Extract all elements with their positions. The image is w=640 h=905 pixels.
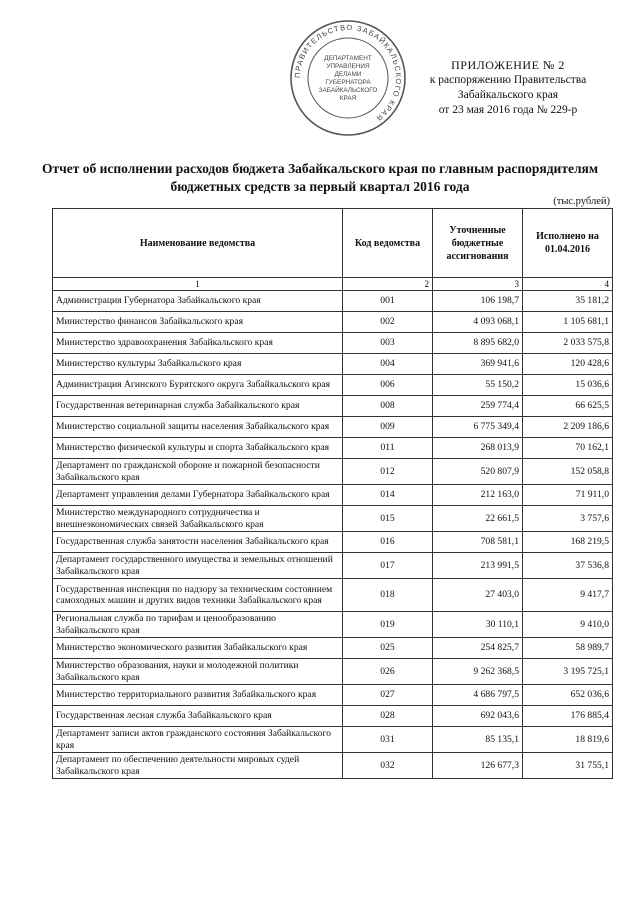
- assigned-amount-cell: 520 807,9: [433, 459, 523, 485]
- executed-amount-cell: 2 033 575,8: [523, 333, 613, 354]
- header-assigned: Уточненные бюджетные ассигнования: [433, 209, 523, 278]
- agency-name-cell: Министерство здравоохранения Забайкальского края: [53, 333, 343, 354]
- agency-name-cell: Департамент записи актов гражданского состояния Забайкальского края: [53, 727, 343, 753]
- table-row: [53, 459, 613, 485]
- agency-code-cell: 006: [343, 375, 433, 396]
- agency-name-cell: Государственная ветеринарная служба Забайкальского края: [53, 396, 343, 417]
- executed-amount-cell: 120 428,6: [523, 354, 613, 375]
- document-title: [30, 160, 610, 196]
- agency-code-cell: 025: [343, 638, 433, 659]
- executed-amount-cell: 58 989,7: [523, 638, 613, 659]
- executed-amount-cell: 31 755,1: [523, 753, 613, 779]
- agency-name-cell: Региональная служба по тарифам и ценообразованию Забайкальского края: [53, 612, 343, 638]
- appendix-line-date: от 23 мая 2016 года № 229-р: [438, 104, 578, 116]
- executed-amount-cell: 176 885,4: [523, 706, 613, 727]
- agency-code-cell: 011: [343, 438, 433, 459]
- assigned-amount-cell: 30 110,1: [433, 612, 523, 638]
- table-row: [53, 553, 613, 579]
- executed-amount-cell: 9 417,7: [523, 579, 613, 612]
- table-body: [53, 291, 613, 779]
- appendix-line-order: к распоряжению Правительства: [429, 74, 587, 86]
- table-row: [53, 579, 613, 612]
- table-row: [53, 727, 613, 753]
- stamp-center-line: УПРАВЛЕНИЯ: [326, 63, 370, 70]
- agency-name-cell: Департамент управления делами Губернатора Забайкальского края: [53, 485, 343, 506]
- agency-name-cell: Государственная инспекция по надзору за техническим состоянием самоходных машин и других видов техники Забайкальского края: [53, 579, 343, 612]
- stamp-seal-graphic: [288, 18, 408, 138]
- stamp-center-line: ЗАБАЙКАЛЬСКОГО: [318, 87, 378, 94]
- agency-code-cell: 003: [343, 333, 433, 354]
- stamp-center-line: ГУБЕРНАТОРА: [325, 79, 371, 86]
- stamp-center-line: КРАЯ: [339, 95, 357, 102]
- assigned-amount-cell: 259 774,4: [433, 396, 523, 417]
- agency-code-cell: 027: [343, 685, 433, 706]
- table-row: [53, 333, 613, 354]
- table-row: [53, 506, 613, 532]
- table-row: [53, 532, 613, 553]
- assigned-amount-cell: 126 677,3: [433, 753, 523, 779]
- document-title-line-1: Отчет об исполнении расходов бюджета Забайкальского края по главным распорядителям: [41, 161, 599, 176]
- assigned-amount-cell: 369 941,6: [433, 354, 523, 375]
- agency-code-cell: 012: [343, 459, 433, 485]
- header-name: Наименование ведомства: [53, 209, 343, 278]
- assigned-amount-cell: 9 262 368,5: [433, 659, 523, 685]
- executed-amount-cell: 66 625,5: [523, 396, 613, 417]
- agency-name-cell: Министерство экономического развития Забайкальского края: [53, 638, 343, 659]
- assigned-amount-cell: 692 043,6: [433, 706, 523, 727]
- executed-amount-cell: 1 105 681,1: [523, 312, 613, 333]
- table-row: [53, 685, 613, 706]
- column-number-1: 1: [53, 278, 343, 291]
- table-row: [53, 354, 613, 375]
- assigned-amount-cell: 213 991,5: [433, 553, 523, 579]
- table-row: [53, 706, 613, 727]
- agency-name-cell: Государственная лесная служба Забайкальского края: [53, 706, 343, 727]
- official-stamp: [288, 18, 408, 138]
- agency-name-cell: Администрация Губернатора Забайкальского края: [53, 291, 343, 312]
- executed-amount-cell: 9 410,0: [523, 612, 613, 638]
- agency-name-cell: Министерство социальной защиты населения Забайкальского края: [53, 417, 343, 438]
- expenditure-table: [52, 208, 613, 779]
- table-row: [53, 291, 613, 312]
- stamp-center-line: ДЕЛАМИ: [334, 71, 362, 78]
- appendix-title: ПРИЛОЖЕНИЕ № 2: [451, 58, 565, 72]
- assigned-amount-cell: 27 403,0: [433, 579, 523, 612]
- agency-code-cell: 015: [343, 506, 433, 532]
- executed-amount-cell: 35 181,2: [523, 291, 613, 312]
- agency-code-cell: 016: [343, 532, 433, 553]
- agency-code-cell: 001: [343, 291, 433, 312]
- agency-code-cell: 017: [343, 553, 433, 579]
- agency-name-cell: Министерство международного сотрудничества и внешнеэкономических связей Забайкальского края: [53, 506, 343, 532]
- executed-amount-cell: 71 911,0: [523, 485, 613, 506]
- column-number-2: 2: [343, 278, 433, 291]
- executed-amount-cell: 70 162,1: [523, 438, 613, 459]
- table-row: [53, 417, 613, 438]
- table-row: [53, 612, 613, 638]
- stamp-center-line: ДЕПАРТАМЕНТ: [324, 55, 372, 62]
- table-row: [53, 375, 613, 396]
- agency-code-cell: 002: [343, 312, 433, 333]
- table-row: [53, 659, 613, 685]
- agency-name-cell: Департамент государственного имущества и земельных отношений Забайкальского края: [53, 553, 343, 579]
- agency-code-cell: 009: [343, 417, 433, 438]
- stamp-ring-text: ПРАВИТЕЛЬСТВО ЗАБАЙКАЛЬСКОГО КРАЯ: [292, 22, 404, 124]
- table-row: [53, 753, 613, 779]
- agency-name-cell: Министерство финансов Забайкальского края: [53, 312, 343, 333]
- header-executed: Исполнено на 01.04.2016: [523, 209, 613, 278]
- agency-code-cell: 028: [343, 706, 433, 727]
- agency-code-cell: 018: [343, 579, 433, 612]
- executed-amount-cell: 2 209 186,6: [523, 417, 613, 438]
- agency-name-cell: Министерство территориального развития Забайкальского края: [53, 685, 343, 706]
- agency-name-cell: Государственная служба занятости населения Забайкальского края: [53, 532, 343, 553]
- assigned-amount-cell: 268 013,9: [433, 438, 523, 459]
- units-label: (тыс.рублей): [553, 196, 610, 207]
- executed-amount-cell: 37 536,8: [523, 553, 613, 579]
- assigned-amount-cell: 708 581,1: [433, 532, 523, 553]
- table-header-row: [53, 209, 613, 278]
- table-row: [53, 485, 613, 506]
- appendix-block: [408, 58, 608, 118]
- executed-amount-cell: 152 058,8: [523, 459, 613, 485]
- column-number-row: [53, 278, 613, 291]
- executed-amount-cell: 652 036,6: [523, 685, 613, 706]
- agency-code-cell: 004: [343, 354, 433, 375]
- agency-code-cell: 031: [343, 727, 433, 753]
- executed-amount-cell: 3 195 725,1: [523, 659, 613, 685]
- assigned-amount-cell: 4 093 068,1: [433, 312, 523, 333]
- assigned-amount-cell: 55 150,2: [433, 375, 523, 396]
- agency-name-cell: Администрация Агинского Бурятского округа Забайкальского края: [53, 375, 343, 396]
- appendix-line-region: Забайкальского края: [457, 89, 559, 101]
- executed-amount-cell: 168 219,5: [523, 532, 613, 553]
- assigned-amount-cell: 6 775 349,4: [433, 417, 523, 438]
- table-row: [53, 438, 613, 459]
- table-row: [53, 312, 613, 333]
- agency-code-cell: 014: [343, 485, 433, 506]
- assigned-amount-cell: 8 895 682,0: [433, 333, 523, 354]
- assigned-amount-cell: 22 661,5: [433, 506, 523, 532]
- agency-name-cell: Департамент по гражданской обороне и пожарной безопасности Забайкальского края: [53, 459, 343, 485]
- agency-name-cell: Министерство культуры Забайкальского края: [53, 354, 343, 375]
- agency-name-cell: Министерство физической культуры и спорта Забайкальского края: [53, 438, 343, 459]
- agency-code-cell: 026: [343, 659, 433, 685]
- agency-code-cell: 019: [343, 612, 433, 638]
- agency-code-cell: 008: [343, 396, 433, 417]
- executed-amount-cell: 3 757,6: [523, 506, 613, 532]
- table-row: [53, 396, 613, 417]
- executed-amount-cell: 18 819,6: [523, 727, 613, 753]
- header-code: Код ведомства: [343, 209, 433, 278]
- assigned-amount-cell: 85 135,1: [433, 727, 523, 753]
- agency-name-cell: Министерство образования, науки и молодежной политики Забайкальского края: [53, 659, 343, 685]
- executed-amount-cell: 15 036,6: [523, 375, 613, 396]
- column-number-4: 4: [523, 278, 613, 291]
- agency-name-cell: Департамент по обеспечению деятельности мировых судей Забайкальского края: [53, 753, 343, 779]
- column-number-3: 3: [433, 278, 523, 291]
- document-title-line-2: бюджетных средств за первый квартал 2016 года: [170, 179, 470, 194]
- assigned-amount-cell: 106 198,7: [433, 291, 523, 312]
- agency-code-cell: 032: [343, 753, 433, 779]
- assigned-amount-cell: 4 686 797,5: [433, 685, 523, 706]
- table-row: [53, 638, 613, 659]
- assigned-amount-cell: 254 825,7: [433, 638, 523, 659]
- assigned-amount-cell: 212 163,0: [433, 485, 523, 506]
